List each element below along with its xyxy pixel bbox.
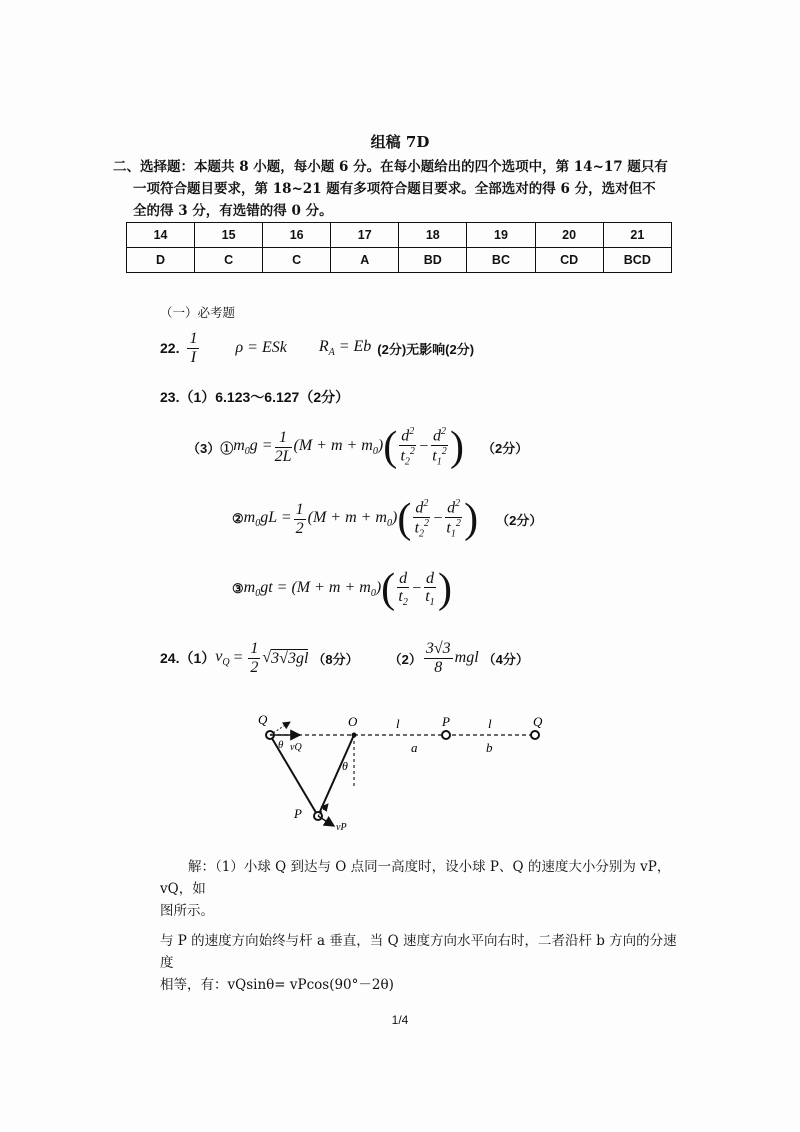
- q22-number: 22.: [160, 340, 180, 357]
- left-paren: (: [397, 496, 412, 542]
- label-q-left: Q: [258, 712, 268, 727]
- minus-sign: −: [432, 510, 444, 527]
- t-symbol: t: [432, 447, 437, 465]
- q23-eq1-frac-den: 2L: [274, 447, 292, 465]
- left-paren: (: [383, 424, 398, 470]
- q23-eq2-m: m: [243, 508, 256, 526]
- rod-diagram: [250, 708, 570, 838]
- q22-score: (2分)无影响(2分): [377, 341, 475, 357]
- answer-table-number-row: [127, 223, 672, 248]
- ball-q-right: [531, 731, 539, 739]
- q23-eq1-g: g =: [249, 436, 273, 454]
- solution-line-1: 解：（1）小球 Q 到达与 O 点同一高度时，设小球 P、Q 的速度大小分别为 vP，vQ，如: [160, 859, 671, 897]
- label-vp: vP: [336, 822, 347, 833]
- q23-eq2-mass-close: ): [391, 508, 398, 526]
- d-squared: $d^2$: [432, 426, 446, 445]
- q23-eq3-m-sub: 0: [255, 588, 261, 600]
- q23-eq1-frac-d2-t1: [431, 426, 448, 467]
- t-symbol: t: [400, 447, 405, 465]
- q23-eq-3: [232, 568, 452, 610]
- q23-eq2-frac-d2-t1: [445, 498, 462, 539]
- q23-eq3-m: m: [243, 578, 256, 596]
- q23-eq3-close: ): [375, 578, 382, 596]
- right-paren: ): [449, 424, 464, 470]
- q23-eq1-mass-sub: 0: [372, 446, 378, 458]
- q22-eq1: ρ = ESk: [235, 339, 287, 357]
- t-symbol: t: [398, 588, 403, 606]
- solution-para-1: [160, 856, 680, 922]
- t1-squared: $t_1^2$: [432, 446, 447, 468]
- q23-eq2-gl: gL =: [260, 508, 292, 526]
- label-theta-left: θ: [278, 739, 284, 751]
- q22-eq2: [319, 338, 371, 358]
- rod-a: [318, 735, 354, 816]
- q22-frac-num: 1: [189, 330, 198, 347]
- q23-eq3-lhs: [244, 579, 382, 599]
- q23-eq2-label: ②: [232, 511, 244, 526]
- q23-part1: 23.（1）6.123～6.127（2分）: [160, 389, 350, 405]
- required-questions-heading: （一）必考题: [160, 305, 236, 320]
- label-theta-mid: θ: [342, 759, 348, 773]
- solution-line-4: 相等，有：vQsinθ= vPcos(90°－2θ): [160, 977, 394, 993]
- q24-part1-label: 24.（1）: [160, 650, 216, 667]
- label-q-right: Q: [533, 714, 543, 729]
- q22-eq2-rest: = Eb: [334, 338, 372, 355]
- t1-squared: $t_1^2$: [446, 518, 461, 540]
- t-symbol: t: [414, 519, 420, 537]
- t-symbol: t: [425, 588, 430, 606]
- question-number-cell: 14: [127, 223, 195, 248]
- solution-line-3: 与 P 的速度方向始终与杆 a 垂直，当 Q 速度方向水平向右时，二者沿杆 b 方向的分速度: [160, 933, 677, 971]
- question-number-cell: 18: [399, 223, 467, 248]
- q24-score2: （4分）: [482, 651, 529, 667]
- answer-cell: D: [127, 248, 195, 273]
- q23-eq1-frac-num: 1: [275, 429, 292, 448]
- q23-eq1-m-sub: 0: [244, 446, 250, 458]
- t2-squared: $t_2^2$: [414, 518, 430, 540]
- q24-frac-num: 1: [250, 640, 259, 657]
- q23-eq2-frac-d2-t2: [413, 498, 430, 539]
- t1-term: $t_1$: [425, 588, 435, 609]
- q23-score-a: （2分）: [481, 440, 529, 456]
- q23-eq2-mass-text: (M + m + m: [307, 508, 387, 526]
- q24-frac2-num: 3√3: [425, 640, 451, 657]
- q23-eq2-mass-sub: 0: [386, 518, 392, 530]
- q23-eq3-sub2: 0: [370, 588, 376, 600]
- minus-sign: −: [418, 438, 429, 455]
- q23-eq3-label: ③: [232, 581, 244, 596]
- d-symbol: d: [401, 427, 410, 445]
- q23-eq3-text: gt = (M + m + m: [260, 578, 371, 596]
- minus-sign: −: [411, 580, 422, 597]
- q22-eq2-symbol: R: [318, 338, 329, 355]
- d-symbol: d: [425, 569, 434, 587]
- q22-fraction: [187, 330, 199, 366]
- page-title: 组稿 7D: [370, 133, 430, 151]
- q23-eq1-frac-d2-t2: [399, 426, 416, 467]
- q23-eq1-mass-close: ): [377, 436, 384, 454]
- page-number: 1/4: [391, 1013, 409, 1027]
- q24-v-symbol: v: [215, 648, 223, 665]
- q24-sqrt-content: 3√3gl: [271, 649, 309, 667]
- t2-squared: $t_2^2$: [400, 446, 415, 468]
- d-symbol: d: [432, 427, 441, 445]
- t2-term: $t_2$: [398, 588, 408, 609]
- instructions-line-1: 二、选择题：本题共 8 小题，每小题 6 分。在每小题给出的四个选项中，第 14~17 题只有: [113, 159, 668, 175]
- answer-cell: C: [195, 248, 263, 273]
- answer-cell: CD: [535, 248, 603, 273]
- t-symbol: t: [446, 519, 451, 537]
- q23-eq1-fraction: [275, 429, 292, 465]
- q23-eq2-mass: [308, 509, 398, 529]
- label-p-right: P: [442, 714, 450, 729]
- label-l2: l: [488, 716, 492, 731]
- label-b: b: [486, 740, 493, 755]
- q24-equals: =: [232, 649, 244, 667]
- q24-v: [215, 648, 229, 668]
- label-o: O: [348, 714, 358, 729]
- question-22: [160, 330, 474, 366]
- pivot-o: [352, 733, 357, 738]
- q23-eq2-m-sub: 0: [255, 518, 261, 530]
- question-number-cell: 21: [603, 223, 671, 248]
- q23-eq1-m: m: [233, 436, 245, 454]
- q23-score-b: （2分）: [496, 512, 543, 528]
- q24-score1: （8分）: [312, 651, 359, 667]
- answer-cell: C: [263, 248, 331, 273]
- d-squared: $d^2$: [415, 498, 429, 517]
- question-number-cell: 17: [331, 223, 399, 248]
- instructions-line-2: 一项符合题目要求，第 18~21 题有多项符合题目要求。全部选对的得 6 分，选对但不: [133, 181, 656, 197]
- d-squared: $d^2$: [447, 498, 461, 517]
- label-vq: vQ: [290, 742, 302, 753]
- q23-eq2-lhs: [244, 509, 292, 529]
- q24-v-sub: Q: [222, 657, 230, 669]
- d-squared: $d^2$: [401, 426, 415, 445]
- q23-eq2-frac-den: 2: [295, 519, 304, 537]
- question-number-cell: 20: [535, 223, 603, 248]
- answer-cell: BC: [467, 248, 535, 273]
- q23-eq-1: [187, 426, 528, 468]
- d-symbol: d: [415, 499, 424, 517]
- q23-eq1-mass-text: (M + m + m: [293, 436, 373, 454]
- question-number-cell: 16: [263, 223, 331, 248]
- question-24: [160, 640, 529, 676]
- answer-cell: A: [331, 248, 399, 273]
- answer-table-answer-row: [127, 248, 672, 273]
- label-a: a: [411, 740, 418, 755]
- solution-line-2: 图所示。: [160, 903, 214, 919]
- d-symbol: d: [399, 569, 408, 587]
- right-paren: ): [437, 566, 452, 612]
- q23-eq1-lhs: [233, 437, 272, 457]
- q24-part2-label: （2）: [388, 651, 422, 667]
- velocity-vp-arrow: [318, 816, 334, 826]
- question-number-cell: 19: [467, 223, 535, 248]
- sqrt-icon: √: [262, 649, 272, 667]
- left-paren: (: [381, 566, 396, 612]
- answer-table: [126, 222, 672, 273]
- answer-cell: BD: [399, 248, 467, 273]
- q22-frac-den: I: [190, 348, 197, 366]
- q24-frac2-den: 8: [434, 658, 443, 676]
- instructions-line-3: 全的得 3 分，有选错的得 0 分。: [133, 203, 333, 219]
- answer-cell: BCD: [603, 248, 671, 273]
- q24-fraction: [248, 640, 260, 676]
- q23-eq2-fraction: [294, 501, 306, 537]
- q23-part3-label: （3）①: [187, 440, 234, 456]
- q24-frac-den: 2: [250, 658, 259, 676]
- q23-eq3-frac-d-t2: [397, 570, 409, 609]
- q23-eq2-frac-num: 1: [295, 500, 304, 518]
- label-p-bottom: P: [294, 806, 302, 821]
- q23-eq3-frac-d-t1: [424, 570, 436, 609]
- q23-eq1-mass: [294, 437, 384, 457]
- q24-fraction-2: [424, 640, 453, 676]
- question-number-cell: 15: [195, 223, 263, 248]
- q23-eq-2: [232, 498, 542, 540]
- q24-part2-rest: mgl: [454, 649, 479, 667]
- right-paren: ): [464, 496, 479, 542]
- label-l1: l: [396, 716, 400, 731]
- section-two-instructions: [113, 156, 681, 222]
- d-symbol: d: [447, 499, 456, 517]
- solution-para-2: [160, 930, 680, 996]
- q22-eq2-sub: A: [328, 347, 335, 359]
- ball-p-right: [442, 731, 450, 739]
